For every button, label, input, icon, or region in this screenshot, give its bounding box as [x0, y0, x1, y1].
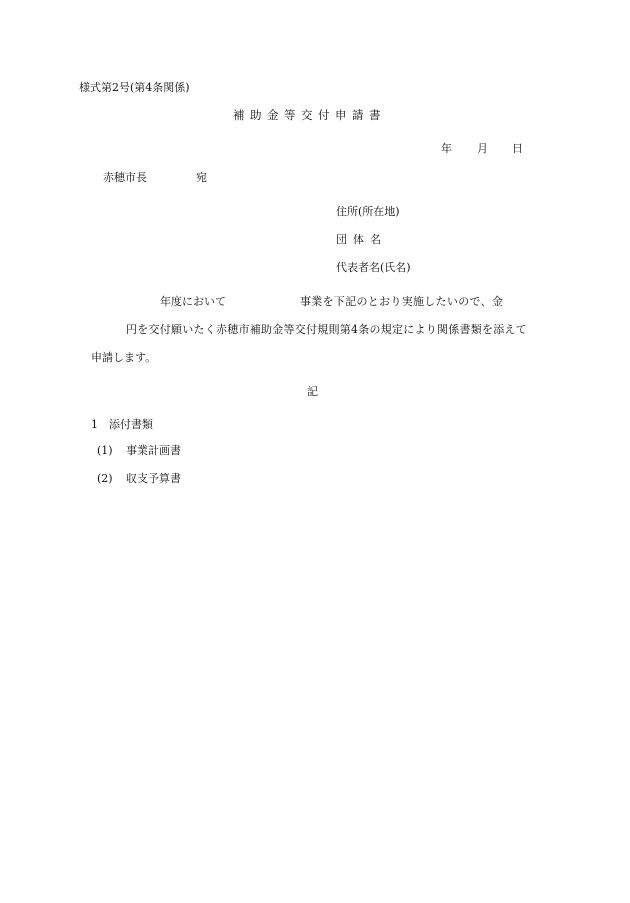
organization-field-label: 団体名 [336, 233, 387, 246]
body-closing-text: 申請します。 [91, 351, 157, 364]
form-number: 様式第2号(第4条関係) [79, 81, 190, 94]
list-item-number: (1) [97, 444, 113, 457]
document-title: 補助金等交付申請書 [233, 108, 386, 122]
date-month-label: 月 [477, 142, 488, 155]
addressee-suffix: 宛 [196, 171, 207, 184]
list-item-number: (2) [97, 472, 113, 485]
address-field-label: 住所(所在地) [336, 205, 400, 218]
body-fiscal-year-text: 年度において [160, 295, 226, 308]
body-project-text: 事業を下記のとおり実施したいので、金 [300, 295, 504, 308]
body-amount-text: 円を交付願いたく赤穂市補助金等交付規則第4条の規定により関係書類を添えて [126, 323, 527, 336]
date-year-label: 年 [441, 142, 452, 155]
date-day-label: 日 [512, 142, 523, 155]
addressee-name: 赤穂市長 [103, 171, 147, 184]
list-item-label: 事業計画書 [126, 444, 181, 457]
attachments-heading: 添付書類 [109, 418, 153, 431]
representative-field-label: 代表者名(氏名) [336, 261, 411, 274]
list-item-label: 収支予算書 [126, 472, 181, 485]
attachments-number: 1 [91, 418, 98, 431]
record-mark: 記 [307, 385, 318, 398]
